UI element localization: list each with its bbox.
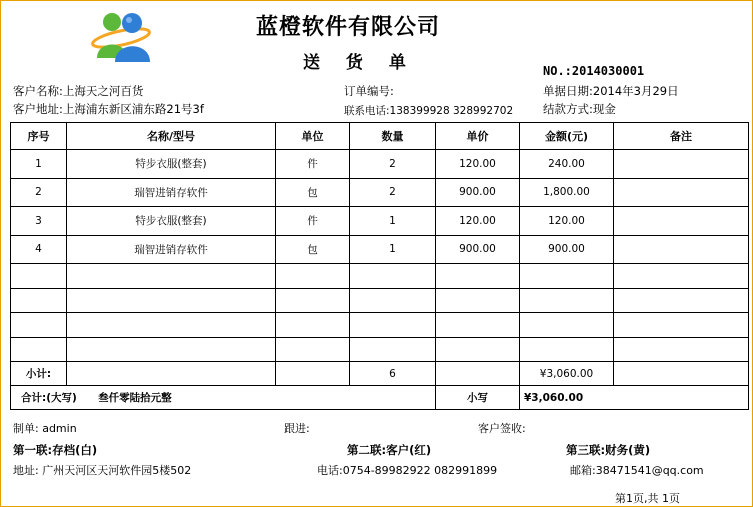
- column-header: 备注: [614, 123, 749, 150]
- maker: 制单: admin: [13, 422, 77, 435]
- column-header: 名称/型号: [67, 123, 276, 150]
- column-header: 数量: [350, 123, 436, 150]
- empty-row: [11, 264, 749, 289]
- table-cell: [614, 207, 749, 236]
- order-number: 订单编号:: [344, 84, 394, 98]
- follow-up: 跟进:: [284, 422, 310, 435]
- table-row: [11, 235, 749, 264]
- table-cell: 1,800.00: [520, 178, 614, 207]
- table-cell: 240.00: [520, 150, 614, 179]
- table-row: [11, 178, 749, 207]
- company-phone: 电话:0754-89982922 082991899: [317, 464, 498, 477]
- table-cell: 120.00: [436, 150, 520, 179]
- document-date: 单据日期:2014年3月29日: [543, 84, 679, 98]
- table-cell: 1: [350, 207, 436, 236]
- column-header: 金额(元): [520, 123, 614, 150]
- document-number: NO.:2014030001: [543, 64, 645, 78]
- column-header: 单价: [436, 123, 520, 150]
- column-header: 单位: [276, 123, 350, 150]
- customer-address: 客户地址:上海浦东新区浦东路21号3f: [13, 102, 204, 116]
- settlement-method: 结款方式:现金: [543, 102, 616, 116]
- total-amount-words: 叁仟零陆拾元整: [98, 392, 172, 404]
- table-cell: 900.00: [436, 235, 520, 264]
- page-indicator: 第1页,共 1页: [615, 492, 680, 505]
- total-amount: ¥3,060.00: [520, 386, 749, 410]
- customer-signature: 客户签收:: [478, 422, 526, 435]
- table-cell: 特步衣服(整套): [67, 207, 276, 236]
- company-title: 蓝橙软件有限公司: [256, 15, 441, 40]
- document-type-title: 送 货 单: [303, 53, 416, 73]
- table-row: [11, 207, 749, 236]
- table-cell: 特步衣服(整套): [67, 150, 276, 179]
- empty-row: [11, 313, 749, 338]
- table-cell: 900.00: [520, 235, 614, 264]
- delivery-table: [10, 122, 749, 410]
- customer-name: 客户名称:上海天之河百货: [13, 84, 144, 98]
- column-header: 序号: [11, 123, 67, 150]
- table-cell: 瑞智进销存软件: [67, 235, 276, 264]
- table-cell: 2: [350, 178, 436, 207]
- subtotal-label: 小计:: [11, 362, 67, 386]
- total-label: 合计:(大写): [21, 392, 77, 404]
- users-logo-icon: [90, 6, 156, 64]
- small-amount-label: 小写: [436, 386, 520, 410]
- table-cell: 包: [276, 235, 350, 264]
- table-cell: 900.00: [436, 178, 520, 207]
- table-cell: 3: [11, 207, 67, 236]
- subtotal-row: [11, 362, 749, 386]
- table-header-row: [11, 123, 749, 150]
- table-cell: 瑞智进销存软件: [67, 178, 276, 207]
- empty-row: [11, 288, 749, 313]
- table-cell: 120.00: [520, 207, 614, 236]
- empty-row: [11, 337, 749, 362]
- copy-customer: 第二联:客户(红): [347, 443, 432, 457]
- table-cell: 4: [11, 235, 67, 264]
- table-cell: 1: [350, 235, 436, 264]
- contact-phone: 联系电话:138399928 328992702: [344, 105, 514, 117]
- total-label-cell: [11, 386, 276, 410]
- table-cell: 件: [276, 207, 350, 236]
- company-email: 邮箱:38471541@qq.com: [570, 464, 704, 477]
- table-cell: [614, 150, 749, 179]
- table-cell: [614, 235, 749, 264]
- table-cell: 2: [350, 150, 436, 179]
- table-cell: 2: [11, 178, 67, 207]
- table-cell: 120.00: [436, 207, 520, 236]
- copy-archive: 第一联:存档(白): [13, 443, 98, 457]
- table-row: [11, 150, 749, 179]
- copy-finance: 第三联:财务(黄): [566, 443, 651, 457]
- company-address: 地址: 广州天河区天河软件园5楼502: [13, 464, 192, 477]
- subtotal-amount: ¥3,060.00: [520, 362, 614, 386]
- table-cell: [614, 178, 749, 207]
- table-cell: 件: [276, 150, 350, 179]
- table-cell: 1: [11, 150, 67, 179]
- subtotal-quantity: 6: [350, 362, 436, 386]
- total-row: [11, 386, 749, 410]
- table-cell: 包: [276, 178, 350, 207]
